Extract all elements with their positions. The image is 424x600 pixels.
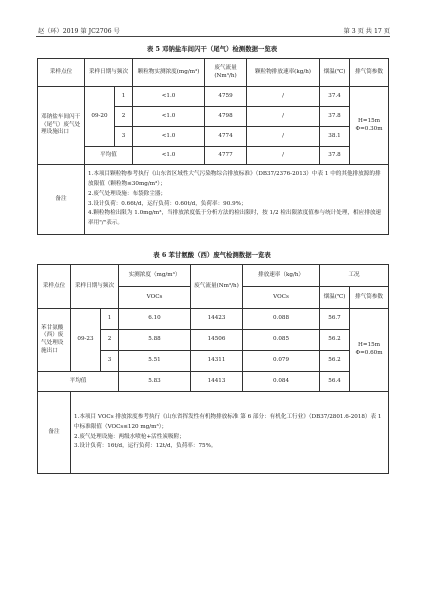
t5-point: 邓钠盐车间闪干（尾气）废气处理设施出口	[38, 87, 85, 165]
t6-avg-rate: 0.084	[243, 372, 320, 392]
t6-cell-rate: 0.079	[243, 351, 320, 372]
t5-stack-height: H=15m	[358, 117, 381, 124]
t5-cell-flow: 4774	[205, 127, 247, 147]
t6-cell-conc: 6.10	[119, 309, 191, 330]
page-number: 第 3 页 共 17 页	[343, 28, 390, 35]
t6-cell-rate: 0.085	[243, 330, 320, 351]
t5-cell-temp: 37.8	[320, 107, 350, 127]
t5-cell-conc: <1.0	[133, 107, 205, 127]
t5-cell-temp: 38.1	[320, 127, 350, 147]
t6-notes-label: 备注	[38, 392, 71, 474]
t5-date: 09-20	[85, 87, 115, 147]
t5-head-date: 采样日期与频次	[85, 59, 133, 87]
t6-note: 3.设计负荷：16t/d，运行负荷：12t/d，负荷率：75%。	[74, 443, 217, 450]
t5-cell-flow: 4759	[205, 87, 247, 107]
doc-number: 赵（环）2019 第 JC2706 号	[38, 28, 120, 35]
t6-cell-conc: 5.88	[119, 330, 191, 351]
t5-avg-conc: <1.0	[133, 147, 205, 165]
table5-caption: 表 5 邓钠盐车间闪干（尾气）检测数据一览表	[146, 45, 278, 53]
t6-cell-temp: 56.2	[320, 351, 350, 372]
t5-head-rate: 颗粒物排放速率(kg/h)	[247, 59, 320, 87]
t5-head-point: 采样点位	[38, 59, 85, 87]
t5-cell-rate: /	[247, 127, 320, 147]
t5-head-stack: 排气筒参数	[350, 59, 389, 87]
t6-head-conc: 实测浓度（mg/m³）	[119, 265, 191, 287]
table6	[37, 264, 389, 474]
t6-cell-flow: 14506	[191, 330, 243, 351]
t6-point: 苯甘氨酸（西）废气处理设施出口	[38, 309, 71, 372]
t5-note: 4.颗粒物检出限为 1.0mg/m³，当排放浓度低于分析方法的检出限时，按 1/2 检出限浓度值参与统计处理，相应排放速率用"/"表示。	[88, 210, 382, 227]
t6-row-num: 3	[101, 351, 119, 372]
t5-note: 3.设计负荷：0.66t/d，运行负荷：0.60t/d，负荷率：90.9%；	[88, 200, 247, 207]
t6-cell-temp: 56.2	[320, 330, 350, 351]
t5-cell-flow: 4798	[205, 107, 247, 127]
t6-cell-flow: 14311	[191, 351, 243, 372]
t5-notes-label: 备注	[38, 165, 85, 235]
t6-avg-temp: 56.4	[320, 372, 350, 392]
t5-head-conc: 颗粒物实测浓度(mg/m³)	[133, 59, 205, 87]
t6-cell-temp: 56.7	[320, 309, 350, 330]
t6-head-point: 采样点位	[38, 265, 71, 309]
t5-avg-rate: /	[247, 147, 320, 165]
t5-note: 1.本项目颗粒物参考执行《山东省区域性大气污染物综合排放标准》（DB37/2376-2013）中表 1 中的其他排放源的排放限值（颗粒物≤30mg/m³）；	[88, 171, 381, 187]
t5-cell-rate: /	[247, 87, 320, 107]
t6-note: 2.废气处理设施：两级水喷枪+活性炭吸附；	[74, 433, 185, 440]
t5-stack-diameter: Φ=0.30m	[355, 125, 383, 132]
t6-head-rate: 排放速率（kg/h）	[243, 265, 320, 287]
t6-notes	[71, 392, 389, 474]
t6-head-conc-vocs: VOCs	[119, 287, 191, 309]
t6-head-rate-vocs: VOCs	[243, 287, 320, 309]
t6-cell-rate: 0.088	[243, 309, 320, 330]
t5-head-flow: 废气流量(Nm³/h)	[205, 59, 247, 87]
t6-avg-conc: 5.83	[119, 372, 191, 392]
t5-note: 2.废气处理设施：布袋除尘器；	[88, 190, 167, 197]
table5	[37, 58, 389, 235]
t5-row-num: 2	[115, 107, 133, 127]
t6-head-stack: 排气筒参数	[350, 287, 389, 309]
t5-cell-conc: <1.0	[133, 87, 205, 107]
t6-stack	[350, 309, 389, 392]
header-divider	[36, 36, 390, 37]
t5-notes	[85, 165, 389, 235]
t6-row-num: 2	[101, 330, 119, 351]
t5-row-num: 1	[115, 87, 133, 107]
t5-cell-conc: <1.0	[133, 127, 205, 147]
t6-avg-flow: 14413	[191, 372, 243, 392]
t6-head-flow: 废气流量(Nm³/h)	[191, 265, 243, 309]
t5-cell-temp: 37.4	[320, 87, 350, 107]
t5-stack	[350, 87, 389, 165]
t6-head-cond: 工况	[320, 265, 389, 287]
t6-head-temp: 烟温(℃)	[320, 287, 350, 309]
t6-note: 1.本项目 VOCs 排放浓度参考执行《山东省挥发性有机物排放标准 第 6 部分：有机化工行业》（DB37/2801.6-2018）表 1 中标准限值（VOCs≤120 mg/m³）；	[74, 413, 382, 430]
t6-head-date: 采样日期与频次	[71, 265, 119, 309]
t6-avg-label: 平均值	[38, 372, 119, 392]
t6-row-num: 1	[101, 309, 119, 330]
t6-stack-height: H=15m	[358, 342, 381, 349]
t5-avg-flow: 4777	[205, 147, 247, 165]
t5-avg-label: 平均值	[85, 147, 133, 165]
t5-cell-rate: /	[247, 107, 320, 127]
table6-caption: 表 6 苯甘氨酸（西）废气检测数据一览表	[153, 251, 271, 259]
t6-stack-diameter: Φ=0.60m	[355, 350, 383, 356]
t5-row-num: 3	[115, 127, 133, 147]
t5-head-temp: 烟温(℃)	[320, 59, 350, 87]
t6-cell-conc: 5.51	[119, 351, 191, 372]
t6-date: 09-23	[71, 309, 101, 372]
t5-avg-temp: 37.8	[320, 147, 350, 165]
t6-cell-flow: 14423	[191, 309, 243, 330]
